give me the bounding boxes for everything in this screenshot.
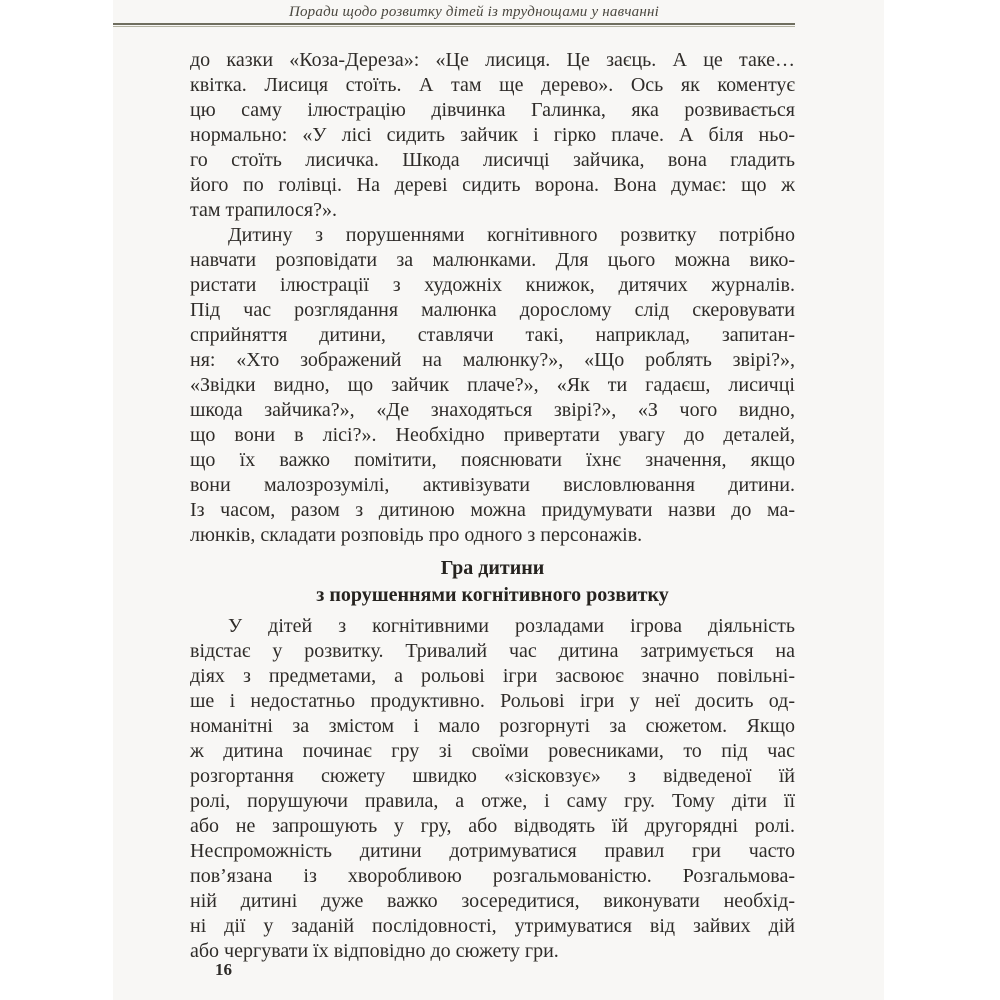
text-line: ні дії у заданій послідовності, утримуватися від зайвих дій [190,915,795,937]
text-line: що вони в лісі?». Необхідно привертати увагу до деталей, [190,424,795,446]
section-heading-line-1: Гра дитини [440,557,545,579]
running-header-title: Поради щодо розвитку дітей із труднощами у навчанні [288,4,660,20]
text-line: Під час розглядання малюнка дорослому слід скеровувати [190,299,795,321]
text-line: Дитину з порушеннями когнітивного розвитку потрібно [228,224,795,246]
text-line: нормально: «У лісі сидить зайчик і гірко плаче. А біля ньо- [190,124,795,146]
text-column [190,48,795,964]
text-line: ній дитині дуже важко зосередитися, виконувати необхід- [190,890,795,912]
text-line: шкода зайчика?», «Де знаходяться звірі?», «З чого видно, [190,399,795,421]
paragraph-play-development [190,614,795,964]
section-heading-line-2: з порушеннями когнітивного розвитку [316,584,669,606]
paragraph-picture-storytelling [190,223,795,548]
text-line: або не запрошують у гру, або відводять їй другорядні ролі. [190,815,795,837]
page-number: 16 [215,960,232,979]
text-line: го стоїть лисичка. Шкода лисичці зайчика, вона гладить [190,149,795,171]
text-line: його по голівці. На дереві сидить ворона. Вона думає: що ж [190,174,795,196]
text-line: ролі, порушуючи правила, а отже, і саму гру. Тому діти її [190,790,795,812]
text-line: ня: «Хто зображений на малюнку?», «Що роблять звірі?», [190,349,795,371]
text-line: там трапилося?». [190,199,337,221]
text-line: діях з предметами, а рольові ігри засвоює значно повільні- [190,665,795,687]
text-line: У дітей з когнітивними розладами ігрова діяльність [228,615,795,637]
text-line: вони малозрозумілі, активізувати висловлювання дитини. [190,474,795,496]
text-line: «Звідки видно, що зайчик плаче?», «Як ти гадаєш, лисичці [190,374,795,396]
text-line: ристати ілюстрації з художніх книжок, дитячих журналів. [190,274,795,296]
text-line: навчати розповідати за малюнками. Для цього можна вико- [190,249,795,271]
paragraph-continuation [190,48,795,223]
text-line: або чергувати їх відповідно до сюжету гри. [190,940,559,962]
text-line: розгортання сюжету швидко «зісковзує» з відведеної їй [190,765,795,787]
book-page-scan [113,0,884,1000]
text-line: сприйняття дитини, ставлячи такі, наприклад, запитан- [190,324,795,346]
section-heading [190,555,795,609]
text-line: цю саму ілюстрацію дівчинка Галинка, яка розвивається [190,99,795,121]
text-line: Неспроможність дитини дотримуватися правил гри часто [190,840,795,862]
header-rule [113,23,795,27]
text-line: відстає у розвитку. Тривалий час дитина затримується на [190,640,795,662]
text-line: ж дитина починає гру зі своїми ровесниками, то під час [190,740,795,762]
text-line: номанітні за змістом і мало розгорнуті за сюжетом. Якщо [190,715,795,737]
text-line: Із часом, разом з дитиною можна придумувати назви до ма- [190,499,795,521]
text-line: ше і недостатньо продуктивно. Рольові ігри у неї досить од- [190,690,795,712]
text-line: пов’язана із хворобливою розгальмованістю. Розгальмова- [190,865,795,887]
text-line: люнків, складати розповідь про одного з персонажів. [190,524,643,546]
text-line: квітка. Лисиця стоїть. А там ще дерево». Ось як коментує [190,74,795,96]
text-line: до казки «Коза-Дереза»: «Це лисиця. Це заєць. А це таке… [190,49,795,71]
text-line: що їх важко помітити, пояснювати їхнє значення, якщо [190,449,795,471]
